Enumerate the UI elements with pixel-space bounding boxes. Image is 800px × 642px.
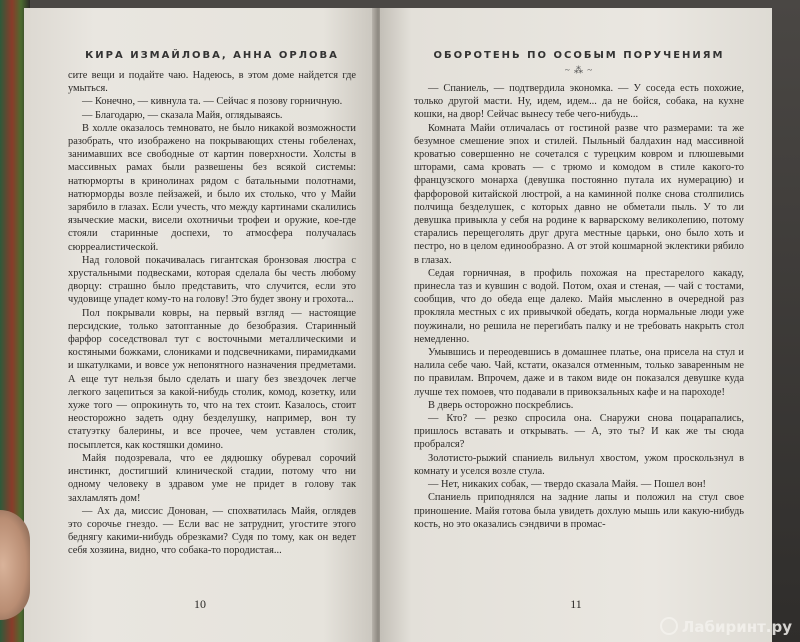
paragraph: — Спаниель, — подтвердила экономка. — У соседа есть похожие, только другой масти. Ну, идем, идем... да не бойся, собака, на кухне кошки, на двор! Сейчас вынесу тебе чего-нибудь...: [414, 83, 744, 121]
left-page-text: [68, 69, 356, 558]
paragraph: В дверь осторожно поскреблись.: [428, 399, 574, 411]
paragraph: В холле оказалось темновато, не было никакой возможности разобрать, что изображено на покрывающих стены гобеленах, занимавших все свободные от картин поверхности. Холсты в массивных рамах были развешены без всякой системы: натюрморты в кринолинах рядом с батальными полотнами, натюрморды возле пейзажей, и было их столько, что у Майи зарябило в глазах. Если учесть, что между картинами скалились языческие маски, висели охотничьи трофеи и оружие, кое-где стояли старинные доспехи, то атмосфера получалась сюрреалистической.: [68, 122, 356, 253]
paragraph: — Конечно, — кивнула та. — Сейчас я позову горничную.: [82, 96, 343, 108]
header-ornament: ~ ⁂ ~: [564, 65, 594, 75]
paragraph: — Кто? — резко спросила она. Снаружи снова поцарапались, пришлось вставать и открывать. — А, это ты? И как же ты сюда пробрался?: [414, 413, 744, 451]
right-page: [380, 8, 772, 642]
paragraph: Пол покрывали ковры, на первый взгляд — настоящие персидские, только затоптанные до безобразия. Старинный фарфор соседствовал тут с восточными металлическими и костяными божками, слониками и подсвечниками, пирамидками и шкатулками, и вовсе уж непонятного назначения предметами. А еще тут нельзя было сделать и шагу без звездочек легче легкого зацепиться за какой-нибудь столик, комод, козетку, или хуже того — опрокинуть то, что на тех стоит. Казалось, стоит неосторожно задеть одну безделушку, например, вон ту статуэтку балерины, и все прочее, чем уставлен столик, посыплется, как костяшки домино.: [68, 307, 356, 451]
paragraph: Умывшись и переодевшись в домашнее платье, она присела на стул и налила себе чаю. Чай, кстати, оказался отменным, только заваренным не по правилам. Впрочем, даже и в таком виде он показался девушке куда лучше тех помоев, что подавали в привокзальных кафе и на пароходе!: [414, 347, 744, 398]
right-page-text: [414, 82, 744, 531]
labyrinth-logo-icon: [660, 617, 678, 635]
paragraph: — Ах да, миссис Донован, — спохватилась Майя, оглядев это сорочье гнездо. — Если вас не затруднит, угостите этого беднягу какими-нибудь обрезками? Судя по тому, как он ведет себя хозяина, видно, что собака-то породистая...: [68, 505, 356, 557]
paragraph: — Благодарю, — сказала Майя, оглядываясь.: [82, 109, 283, 121]
paragraph: Спаниель приподнялся на задние лапы и положил на стул свое приношение. Майя готова была увидеть дохлую мышь или какую-нибудь кость, но это оказались сэндвичи в промас-: [414, 492, 744, 530]
paragraph: — Нет, никаких собак, — твердо сказала Майя. — Пошел вон!: [428, 479, 706, 491]
right-page-number: 11: [570, 597, 582, 611]
left-running-head: КИРА ИЗМАЙЛОВА, АННА ОРЛОВА: [85, 50, 339, 61]
watermark: [660, 617, 792, 636]
paragraph: Над головой покачивалась гигантская бронзовая люстра с хрустальными подвесками, которая сделала бы честь любому дворцу: страшно было представить, что случится, если это чудовище упадет кому-то на голову! Это будет звону и грохота...: [68, 254, 356, 306]
paragraph: Золотисто-рыжий спаниель вильнул хвостом, ужом проскользнул в комнату и уселся возле стула.: [414, 452, 744, 477]
paragraph: Комната Майи отличалась от гостиной разве что размерами: та же безумное смешение эпох и стилей. Пыльный балдахин над массивной кроватью совершенно не сочетался с турецким ковром и плюшевыми шторами, сама кровать — с трюмо и комодом в стиле какого-то французского монарха (девушка постоянно путала их нумерацию) и фарфоровой китайской люстрой, а на каминной полке снова столпились полчища безделушек, с которых давно не обметали пыль. У то ли девушка привыкла у себя на родине к варварскому великолепию, потому старались перещеголять друг друга местные царьки, оно было хоть и пестро, но в целом единообразно. А от этой кошмарной эклектики рябило в глазах.: [414, 122, 744, 266]
watermark-text: Лабиринт.ру: [681, 618, 792, 636]
right-running-head: ОБОРОТЕНЬ ПО ОСОБЫМ ПОРУЧЕНИЯМ: [433, 50, 725, 61]
paragraph: Майя подозревала, что ее дядюшку обуревал сорочий инстинкт, достигший клинической стадии, потому что ни одному человеку в здравом уме не придет в голову так захламлять дом!: [68, 452, 356, 504]
left-page-number: 10: [194, 597, 206, 611]
paragraph: сите вещи и подайте чаю. Надеюсь, в этом доме найдется где умыться.: [68, 70, 356, 95]
left-page: [24, 8, 376, 642]
open-book: [24, 8, 772, 642]
thumb: [0, 510, 30, 620]
paragraph: Седая горничная, в профиль похожая на престарелого какаду, принесла таз и кувшин с водой. Потом, охая и стеная, — чай с тостами, сообщив, что до обеда еще далеко. Майя мысленно в очередной раз прокляла местных с их привычкой обедать, когда нормальные люди уже поужинали, но решила не перегибать палку и не требовать накрыть стол немедленно.: [414, 267, 744, 345]
